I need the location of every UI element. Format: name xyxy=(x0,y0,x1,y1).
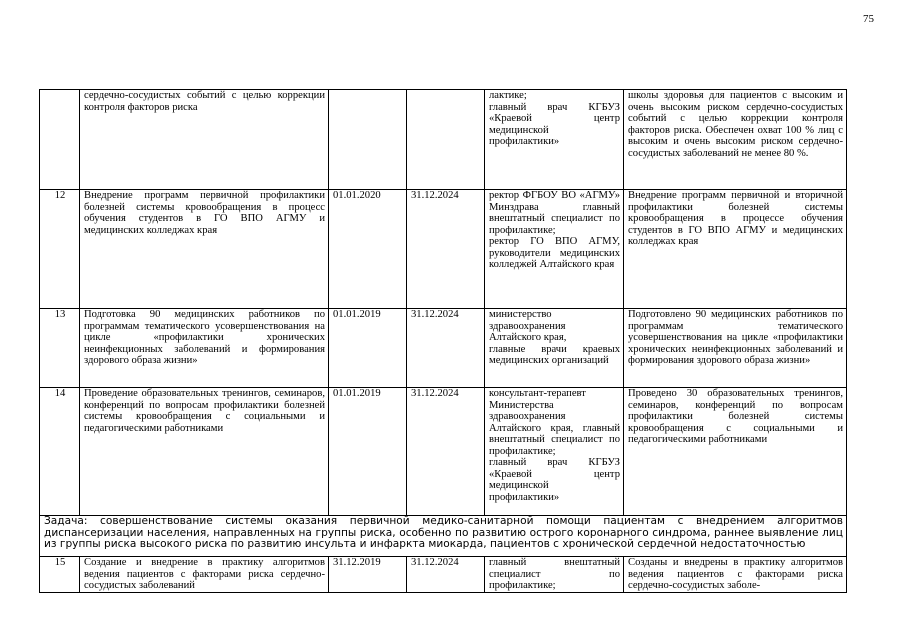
table-row xyxy=(40,190,847,309)
end-date: 31.12.2024 xyxy=(407,309,485,388)
activity-cell: Внедрение программ первичной профилактики болезней системы кровообращения в процесс обучения студентов в ГО ВПО АГМУ и медицинских колледжах края xyxy=(80,190,329,309)
activity-cell: Подготовка 90 медицинских работников по программам тематического усовершенствования на цикле «профилактики хронических неинфекционных заболеваний и формирования здорового образа жизни» xyxy=(80,309,329,388)
responsible-cell: министерство здравоохранения Алтайского края, главные врачи краевых медицинских организаций xyxy=(485,309,624,388)
start-date: 31.12.2019 xyxy=(329,557,407,593)
start-date xyxy=(329,90,407,190)
end-date xyxy=(407,90,485,190)
activity-cell: Проведение образовательных тренингов, семинаров, конференций по вопросам профилактики болезней системы кровообращения с социальными и педагогическими работниками xyxy=(80,388,329,516)
task-row xyxy=(40,516,847,557)
result-cell: Внедрение программ первичной и вторичной профилактики болезней системы кровообращения в процессе обучения студентов в ГО ВПО АГМУ и медицинских колледжах края xyxy=(624,190,847,309)
table-row xyxy=(40,309,847,388)
responsible-cell: лактике; главный врач КГБУЗ «Краевой центр медицинской профилактики» xyxy=(485,90,624,190)
start-date: 01.01.2020 xyxy=(329,190,407,309)
task-text: Задача: совершенствование системы оказания первичной медико-санитарной помощи пациентам с внедрением алгоритмов диспансеризации населения, направленных на группы риска, особенно по развитию острого коронарного синдрома, раннее выявление лиц из группы риска высокого риска по развитию инсульта и инфаркта миокарда, пациентов с хронической сердечной недостаточностью xyxy=(40,516,847,557)
end-date: 31.12.2024 xyxy=(407,557,485,593)
result-cell: школы здоровья для пациентов с высоким и очень высоким риском сердечно-сосудистых событий с целью коррекции контроля факторов риска. Обеспечен охват 100 % лиц с высоким и очень высоким риском сердечно-сосудистых заболеваний не менее 80 %. xyxy=(624,90,847,190)
table-row xyxy=(40,557,847,593)
page-number: 75 xyxy=(863,13,874,25)
end-date: 31.12.2024 xyxy=(407,388,485,516)
result-cell: Проведено 30 образовательных тренингов, семинаров, конференций по вопросам профилактики болезней системы кровообращения с социальными и педагогическими работниками xyxy=(624,388,847,516)
row-number: 15 xyxy=(40,557,80,593)
responsible-cell: консультант-терапевт Министерства здравоохранения Алтайского края, главный внештатный специалист по профилактике; главный врач КГБУЗ «Краевой центр медицинской профилактики» xyxy=(485,388,624,516)
start-date: 01.01.2019 xyxy=(329,309,407,388)
start-date: 01.01.2019 xyxy=(329,388,407,516)
row-number: 14 xyxy=(40,388,80,516)
table-row xyxy=(40,90,847,190)
responsible-cell: главный внештатный специалист по профилактике; xyxy=(485,557,624,593)
responsible-cell: ректор ФГБОУ ВО «АГМУ» Минздрава главный внештатный специалист по профилактике; ректор ГО ВПО АГМУ, руководители медицинских колледжей Алтайского края xyxy=(485,190,624,309)
result-cell: Подготовлено 90 медицинских работников по программам тематического усовершенствования на цикле «профилактики хронических неинфекционных заболеваний и формирования здорового образа жизни» xyxy=(624,309,847,388)
activity-cell: Создание и внедрение в практику алгоритмов ведения пациентов с факторами риска сердечно-сосудистых заболеваний xyxy=(80,557,329,593)
row-number xyxy=(40,90,80,190)
activities-table xyxy=(39,89,847,593)
row-number: 13 xyxy=(40,309,80,388)
row-number: 12 xyxy=(40,190,80,309)
table-row xyxy=(40,388,847,516)
result-cell: Созданы и внедрены в практику алгоритмов ведения пациентов с факторами риска сердечно-сосудистых заболе- xyxy=(624,557,847,593)
activity-cell: сердечно-сосудистых событий с целью коррекции контроля факторов риска xyxy=(80,90,329,190)
end-date: 31.12.2024 xyxy=(407,190,485,309)
